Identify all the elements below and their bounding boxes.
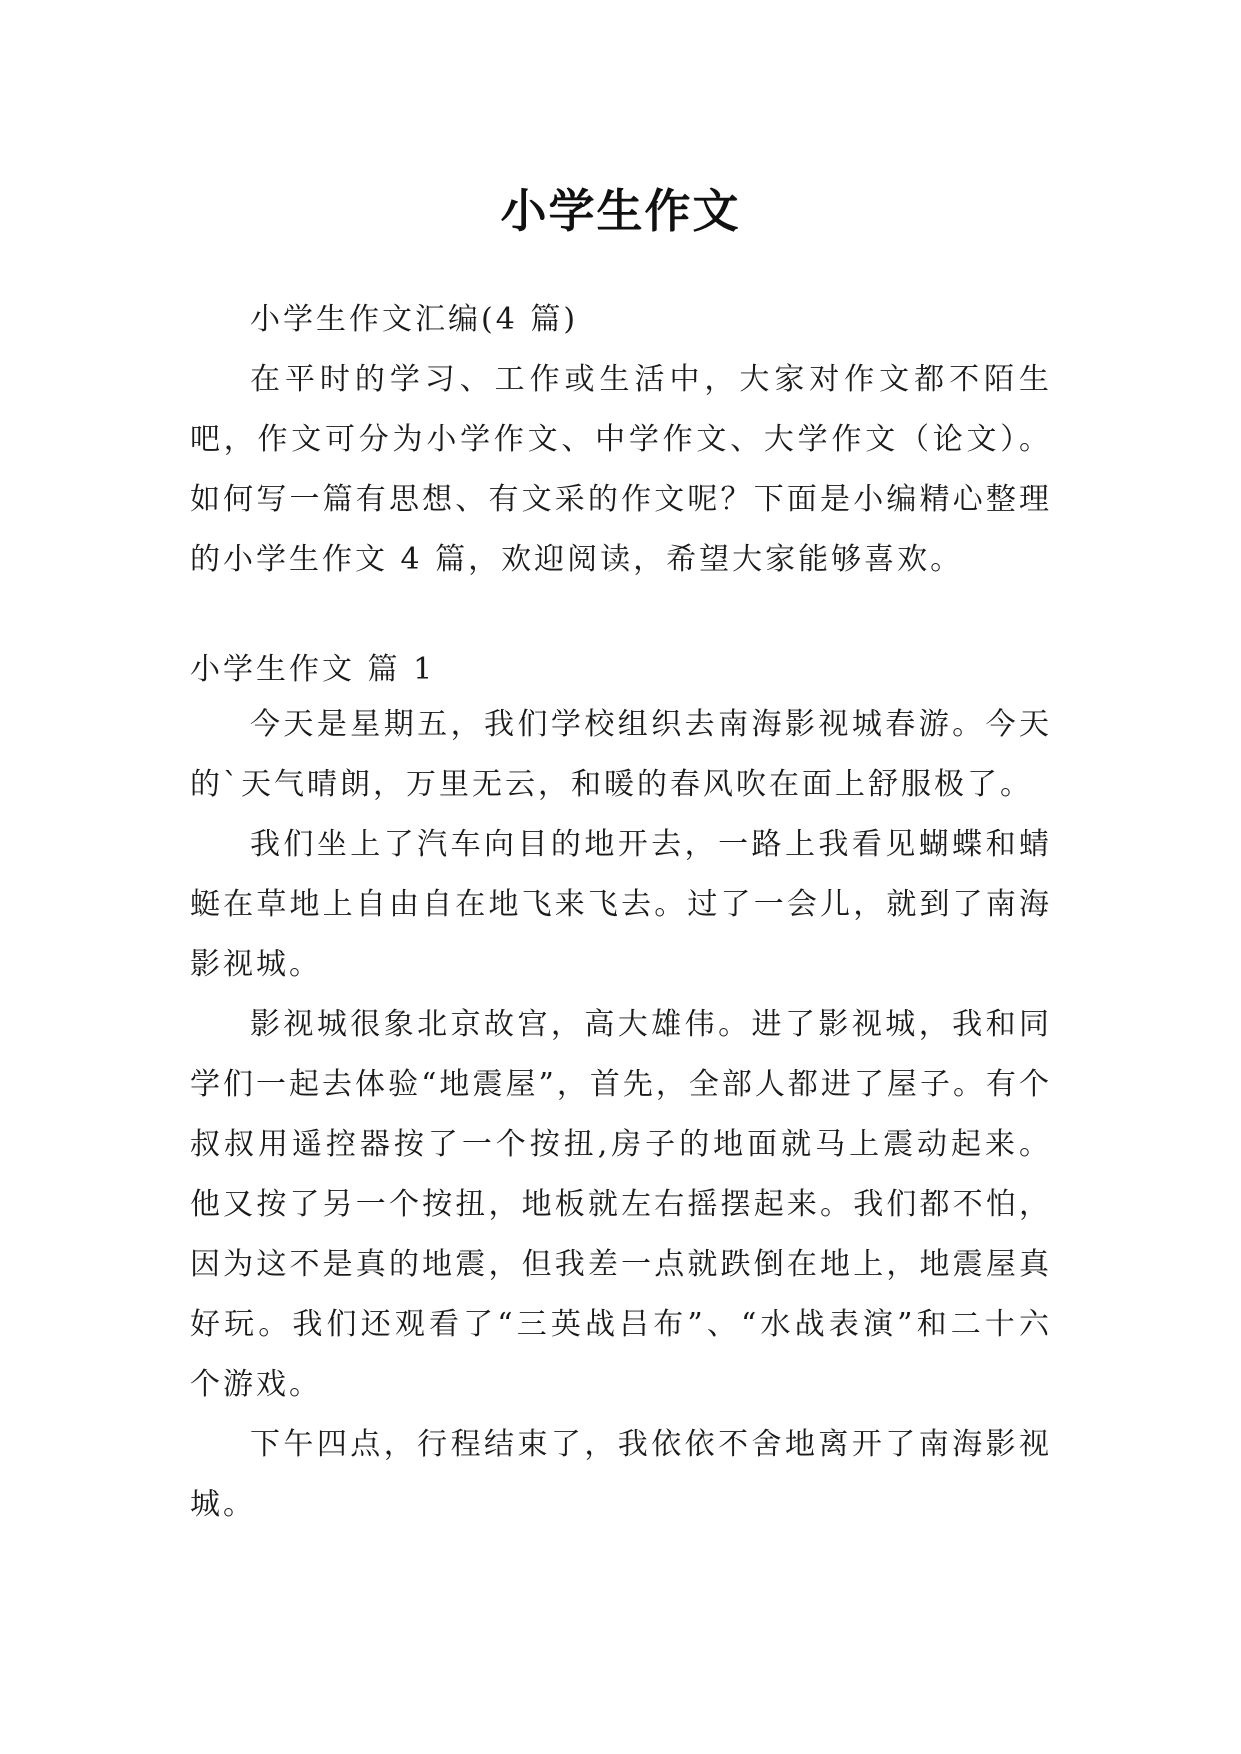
section-heading: 小学生作文 篇 1 [190,652,436,687]
essay-paragraph: 我们坐上了汽车向目的地开去，一路上我看见蝴蝶和蜻蜓在草地上自由自在地飞来飞去。过了一会儿，就到了南海影视城。 [190,827,1052,982]
intro-paragraph: 在平时的学习、工作或生活中，大家对作文都不陌生吧，作文可分为小学作文、中学作文、大学作文（论文）。如何写一篇有思想、有文采的作文呢？下面是小编精心整理的小学生作文 4 篇，欢迎阅读，希望大家能够喜欢。 [190,362,1052,577]
collection-subtitle: 小学生作文汇编(4 篇) [250,302,579,337]
document-title: 小学生作文 [500,183,741,238]
intro-section [190,290,1052,590]
essay-paragraph: 下午四点，行程结束了，我依依不舍地离开了南海影视城。 [190,1427,1052,1522]
essay-paragraph: 今天是星期五，我们学校组织去南海影视城春游。今天的`天气晴朗，万里无云，和暖的春风吹在面上舒服极了。 [190,707,1052,802]
essay-paragraph: 影视城很象北京故宫，高大雄伟。进了影视城，我和同学们一起去体验“地震屋”，首先，全部人都进了屋子。有个叔叔用遥控器按了一个按扭,房子的地面就马上震动起来。他又按了另一个按扭，地板就左右摇摆起来。我们都不怕，因为这不是真的地震，但我差一点就跌倒在地上，地震屋真好玩。我们还观看了“三英战吕布”、“水战表演”和二十六个游戏。 [190,1007,1052,1402]
essay-section [190,695,1052,1535]
